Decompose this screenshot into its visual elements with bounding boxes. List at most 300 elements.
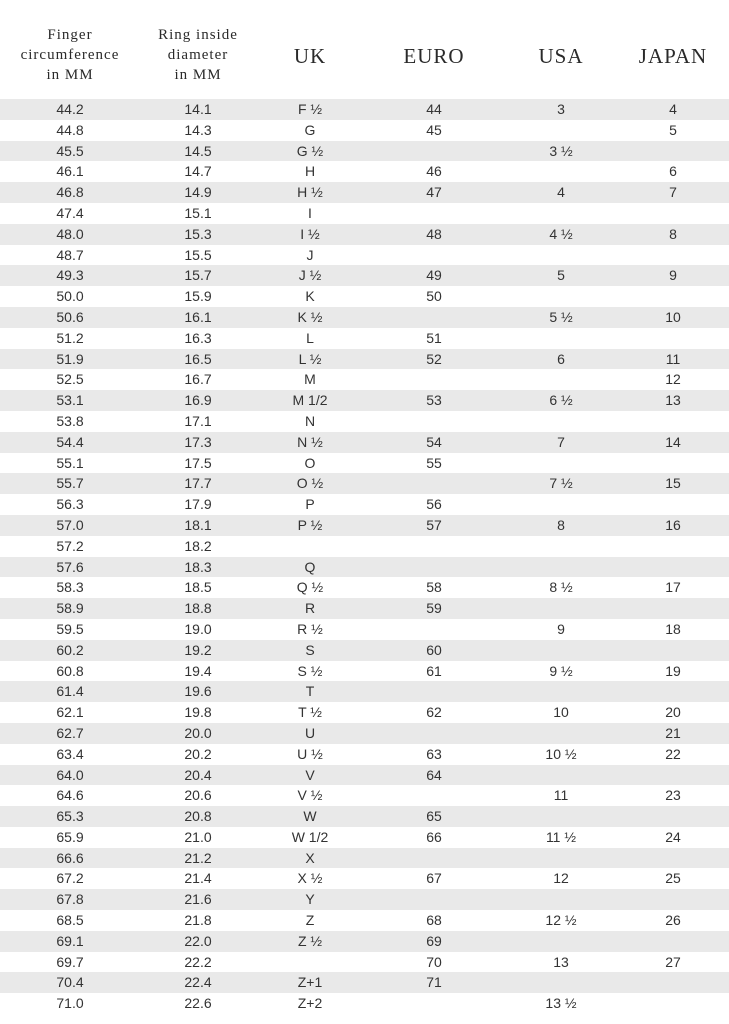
cell-circumference-mm: 59.5 xyxy=(56,620,84,637)
cell-diameter-mm: 14.3 xyxy=(184,121,212,138)
cell-japan-size: 11 xyxy=(665,350,681,367)
cell-circumference-mm: 56.3 xyxy=(56,496,84,513)
cell-circumference-mm: 67.8 xyxy=(56,891,84,908)
cell-uk-size: U ½ xyxy=(297,745,323,762)
cell-uk-size: K xyxy=(305,288,315,305)
cell-usa-size xyxy=(510,536,612,557)
cell-japan-size xyxy=(628,453,718,474)
cell-uk-size: J ½ xyxy=(298,267,322,284)
table-row xyxy=(0,224,729,245)
cell-usa-size xyxy=(510,889,612,910)
cell-diameter-mm: 18.5 xyxy=(184,579,212,596)
cell-diameter-mm: 20.6 xyxy=(184,787,212,804)
cell-circumference-mm: 63.4 xyxy=(56,745,84,762)
cell-usa-size: 5 xyxy=(557,267,565,284)
cell-uk-size: Z xyxy=(305,912,315,929)
cell-euro-size: 60 xyxy=(426,641,442,658)
cell-euro-size: 63 xyxy=(426,745,442,762)
cell-usa-size xyxy=(510,848,612,869)
cell-diameter-mm: 22.6 xyxy=(184,995,212,1012)
cell-circumference-mm: 54.4 xyxy=(56,433,84,450)
cell-diameter-mm: 17.9 xyxy=(184,496,212,513)
table-row xyxy=(0,827,729,848)
table-row xyxy=(0,765,729,786)
cell-diameter-mm: 21.6 xyxy=(184,891,212,908)
cell-uk-size: O xyxy=(304,454,316,471)
cell-uk-size: N xyxy=(304,412,316,429)
cell-uk-size: Z+2 xyxy=(297,995,323,1012)
cell-usa-size: 8 xyxy=(557,516,565,533)
table-row xyxy=(0,910,729,931)
cell-diameter-mm: 20.4 xyxy=(184,766,212,783)
cell-diameter-mm: 21.0 xyxy=(184,828,212,845)
cell-euro-size: 55 xyxy=(426,454,442,471)
cell-circumference-mm: 67.2 xyxy=(56,870,84,887)
table-row xyxy=(0,411,729,432)
cell-japan-size xyxy=(628,598,718,619)
cell-uk-size: Y xyxy=(305,891,315,908)
cell-diameter-mm: 21.2 xyxy=(184,849,212,866)
cell-uk-size: J xyxy=(306,246,314,263)
cell-japan-size xyxy=(628,328,718,349)
cell-japan-size xyxy=(628,993,718,1014)
cell-japan-size: 4 xyxy=(669,101,677,117)
cell-japan-size xyxy=(628,141,718,162)
table-row xyxy=(0,307,729,328)
header-ring-diameter: Ring inside diameter in MM xyxy=(158,27,238,83)
cell-euro-size: 53 xyxy=(426,392,442,409)
cell-euro-size: 69 xyxy=(426,932,442,949)
cell-diameter-mm: 18.8 xyxy=(184,600,212,617)
cell-uk-size: P xyxy=(305,496,315,513)
cell-euro-size: 52 xyxy=(426,350,442,367)
cell-japan-size: 19 xyxy=(665,662,681,679)
cell-uk-size: P ½ xyxy=(297,516,323,533)
table-row xyxy=(0,806,729,827)
cell-euro-size xyxy=(390,307,478,328)
cell-euro-size: 56 xyxy=(426,496,442,513)
cell-japan-size: 25 xyxy=(665,870,681,887)
cell-uk-size: Q ½ xyxy=(296,579,324,596)
table-row xyxy=(0,99,729,120)
table-row xyxy=(0,203,729,224)
header-usa: USA xyxy=(538,43,584,68)
cell-usa-size xyxy=(510,245,612,266)
cell-usa-size xyxy=(510,972,612,993)
cell-euro-size: 64 xyxy=(426,766,442,783)
cell-usa-size xyxy=(510,598,612,619)
cell-japan-size xyxy=(628,848,718,869)
cell-euro-size xyxy=(390,681,478,702)
ring-size-table xyxy=(0,99,729,1014)
cell-circumference-mm: 65.3 xyxy=(56,808,84,825)
table-row xyxy=(0,120,729,141)
cell-euro-size: 65 xyxy=(426,808,442,825)
cell-circumference-mm: 48.7 xyxy=(56,246,84,263)
cell-uk-size: G xyxy=(304,121,316,138)
cell-circumference-mm: 50.6 xyxy=(56,308,84,325)
cell-uk-size: H ½ xyxy=(297,184,323,201)
cell-circumference-mm: 57.0 xyxy=(56,516,84,533)
table-row xyxy=(0,328,729,349)
cell-usa-size: 4 xyxy=(557,184,565,201)
cell-euro-size xyxy=(390,536,478,557)
cell-usa-size: 8 ½ xyxy=(549,579,573,596)
cell-japan-size: 10 xyxy=(665,308,681,325)
table-row xyxy=(0,161,729,182)
table-row xyxy=(0,536,729,557)
cell-euro-size xyxy=(390,619,478,640)
table-row xyxy=(0,868,729,889)
cell-circumference-mm: 55.1 xyxy=(56,454,84,471)
table-header xyxy=(0,0,729,98)
cell-uk-size: R ½ xyxy=(297,620,323,637)
cell-euro-size: 51 xyxy=(426,329,442,346)
table-row xyxy=(0,952,729,973)
cell-circumference-mm: 53.1 xyxy=(56,392,84,409)
cell-euro-size xyxy=(390,785,478,806)
cell-euro-size: 67 xyxy=(426,870,442,887)
cell-uk-size: M 1/2 xyxy=(292,392,328,409)
header-uk: UK xyxy=(293,43,327,68)
cell-japan-size xyxy=(628,494,718,515)
cell-uk-size: H xyxy=(304,163,316,180)
table-row xyxy=(0,453,729,474)
cell-usa-size: 11 ½ xyxy=(545,828,577,845)
cell-circumference-mm: 64.6 xyxy=(56,787,84,804)
cell-diameter-mm: 20.8 xyxy=(184,808,212,825)
cell-euro-size: 45 xyxy=(426,121,442,138)
cell-euro-size xyxy=(390,411,478,432)
cell-diameter-mm: 15.7 xyxy=(184,267,212,284)
cell-circumference-mm: 46.1 xyxy=(56,163,84,180)
cell-usa-size xyxy=(510,931,612,952)
cell-euro-size: 62 xyxy=(426,704,442,721)
cell-usa-size xyxy=(510,203,612,224)
cell-japan-size xyxy=(628,806,718,827)
cell-circumference-mm: 46.8 xyxy=(56,184,84,201)
cell-usa-size: 5 ½ xyxy=(549,308,573,325)
cell-uk-size: X xyxy=(305,849,315,866)
cell-euro-size: 48 xyxy=(426,225,442,242)
cell-uk-size xyxy=(260,536,360,557)
cell-diameter-mm: 18.2 xyxy=(184,537,212,554)
cell-circumference-mm: 50.0 xyxy=(56,288,84,305)
cell-circumference-mm: 64.0 xyxy=(56,766,84,783)
cell-diameter-mm: 21.8 xyxy=(184,912,212,929)
cell-circumference-mm: 60.8 xyxy=(56,662,84,679)
cell-diameter-mm: 14.7 xyxy=(184,163,212,180)
cell-euro-size: 47 xyxy=(426,184,442,201)
table-row xyxy=(0,619,729,640)
cell-usa-size: 7 ½ xyxy=(549,475,573,492)
cell-uk-size: X ½ xyxy=(297,870,323,887)
cell-usa-size xyxy=(510,557,612,578)
cell-uk-size: V xyxy=(305,766,315,783)
table-row xyxy=(0,702,729,723)
table-row xyxy=(0,473,729,494)
cell-japan-size: 18 xyxy=(665,620,681,637)
table-row xyxy=(0,390,729,411)
cell-euro-size xyxy=(390,848,478,869)
cell-diameter-mm: 19.6 xyxy=(184,683,212,700)
cell-euro-size xyxy=(390,993,478,1014)
table-row xyxy=(0,848,729,869)
cell-uk-size: K ½ xyxy=(297,308,323,325)
cell-japan-size: 13 xyxy=(665,392,681,409)
table-row xyxy=(0,931,729,952)
cell-diameter-mm: 21.4 xyxy=(184,870,212,887)
table-row xyxy=(0,349,729,370)
table-row xyxy=(0,432,729,453)
cell-usa-size xyxy=(510,411,612,432)
cell-usa-size: 6 xyxy=(557,350,565,367)
cell-japan-size: 26 xyxy=(665,912,681,929)
cell-usa-size: 10 ½ xyxy=(545,745,577,762)
cell-japan-size: 27 xyxy=(665,953,681,970)
cell-japan-size: 7 xyxy=(669,184,677,201)
cell-usa-size: 6 ½ xyxy=(549,392,573,409)
table-row xyxy=(0,744,729,765)
cell-circumference-mm: 45.5 xyxy=(56,142,84,159)
cell-usa-size xyxy=(510,161,612,182)
cell-usa-size xyxy=(510,640,612,661)
cell-diameter-mm: 19.0 xyxy=(184,620,212,637)
cell-usa-size xyxy=(510,765,612,786)
cell-japan-size: 24 xyxy=(665,828,681,845)
cell-circumference-mm: 66.6 xyxy=(56,849,84,866)
cell-uk-size: S xyxy=(305,641,315,658)
table-row xyxy=(0,681,729,702)
cell-uk-size: Z ½ xyxy=(297,932,323,949)
cell-japan-size xyxy=(628,765,718,786)
cell-uk-size: Z+1 xyxy=(297,974,323,991)
cell-japan-size: 5 xyxy=(669,121,677,138)
cell-diameter-mm: 17.7 xyxy=(184,475,212,492)
cell-diameter-mm: 17.5 xyxy=(184,454,212,471)
cell-euro-size xyxy=(390,245,478,266)
cell-euro-size xyxy=(390,203,478,224)
cell-usa-size xyxy=(510,494,612,515)
cell-diameter-mm: 22.4 xyxy=(184,974,212,991)
cell-uk-size: L ½ xyxy=(298,350,322,367)
cell-euro-size: 66 xyxy=(426,828,442,845)
cell-japan-size xyxy=(628,889,718,910)
cell-diameter-mm: 16.3 xyxy=(184,329,212,346)
cell-uk-size: G ½ xyxy=(296,142,324,159)
cell-japan-size: 20 xyxy=(665,704,681,721)
cell-diameter-mm: 20.0 xyxy=(184,724,212,741)
cell-diameter-mm: 14.9 xyxy=(184,184,212,201)
cell-japan-size xyxy=(628,681,718,702)
cell-circumference-mm: 68.5 xyxy=(56,912,84,929)
cell-usa-size: 12 xyxy=(553,870,569,887)
cell-usa-size xyxy=(510,328,612,349)
cell-circumference-mm: 47.4 xyxy=(56,204,84,221)
header-japan: JAPAN xyxy=(638,43,708,68)
cell-usa-size xyxy=(510,286,612,307)
cell-euro-size: 49 xyxy=(426,267,442,284)
cell-diameter-mm: 15.1 xyxy=(184,204,212,221)
cell-euro-size: 71 xyxy=(426,974,442,991)
table-row xyxy=(0,598,729,619)
cell-circumference-mm: 44.2 xyxy=(56,101,84,117)
table-row xyxy=(0,557,729,578)
cell-circumference-mm: 62.7 xyxy=(56,724,84,741)
cell-usa-size: 10 xyxy=(553,704,569,721)
cell-japan-size: 21 xyxy=(665,724,681,741)
cell-usa-size xyxy=(510,120,612,141)
table-row xyxy=(0,286,729,307)
cell-uk-size: T xyxy=(305,683,315,700)
cell-uk-size: F ½ xyxy=(297,101,323,117)
cell-euro-size: 61 xyxy=(426,662,442,679)
cell-euro-size xyxy=(390,723,478,744)
cell-circumference-mm: 44.8 xyxy=(56,121,84,138)
cell-circumference-mm: 58.3 xyxy=(56,579,84,596)
cell-diameter-mm: 22.2 xyxy=(184,953,212,970)
cell-uk-size: M xyxy=(304,371,316,388)
cell-uk-size: T ½ xyxy=(298,704,322,721)
cell-japan-size: 9 xyxy=(669,267,677,284)
cell-circumference-mm: 70.4 xyxy=(56,974,84,991)
table-row xyxy=(0,723,729,744)
cell-circumference-mm: 71.0 xyxy=(56,995,84,1012)
table-row xyxy=(0,993,729,1014)
cell-usa-size: 3 ½ xyxy=(549,142,573,159)
cell-diameter-mm: 16.5 xyxy=(184,350,212,367)
cell-circumference-mm: 60.2 xyxy=(56,641,84,658)
cell-euro-size: 68 xyxy=(426,912,442,929)
cell-usa-size xyxy=(510,681,612,702)
cell-usa-size: 4 ½ xyxy=(549,225,573,242)
table-row xyxy=(0,369,729,390)
cell-usa-size: 13 ½ xyxy=(545,995,577,1012)
cell-japan-size xyxy=(628,640,718,661)
cell-diameter-mm: 19.2 xyxy=(184,641,212,658)
cell-japan-size xyxy=(628,411,718,432)
header-euro: EURO xyxy=(403,43,465,68)
cell-diameter-mm: 16.1 xyxy=(184,308,212,325)
cell-circumference-mm: 52.5 xyxy=(56,371,84,388)
cell-diameter-mm: 19.4 xyxy=(184,662,212,679)
cell-circumference-mm: 62.1 xyxy=(56,704,84,721)
cell-usa-size: 12 ½ xyxy=(545,912,577,929)
cell-usa-size xyxy=(510,453,612,474)
cell-circumference-mm: 55.7 xyxy=(56,475,84,492)
cell-diameter-mm: 22.0 xyxy=(184,932,212,949)
cell-circumference-mm: 51.9 xyxy=(56,350,84,367)
cell-circumference-mm: 48.0 xyxy=(56,225,84,242)
cell-diameter-mm: 17.3 xyxy=(184,433,212,450)
cell-japan-size: 14 xyxy=(665,433,681,450)
cell-uk-size: W 1/2 xyxy=(291,828,329,845)
cell-japan-size xyxy=(628,286,718,307)
cell-japan-size xyxy=(628,931,718,952)
table-row xyxy=(0,785,729,806)
cell-uk-size: O ½ xyxy=(296,475,324,492)
cell-diameter-mm: 18.3 xyxy=(184,558,212,575)
cell-uk-size: W xyxy=(303,808,317,825)
cell-uk-size: N ½ xyxy=(297,433,323,450)
table-row xyxy=(0,265,729,286)
cell-japan-size: 8 xyxy=(669,225,677,242)
cell-uk-size: I ½ xyxy=(300,225,320,242)
cell-uk-size: L xyxy=(306,329,314,346)
cell-diameter-mm: 19.8 xyxy=(184,704,212,721)
cell-diameter-mm: 20.2 xyxy=(184,745,212,762)
cell-euro-size xyxy=(390,473,478,494)
cell-usa-size: 7 xyxy=(557,433,565,450)
cell-uk-size: I xyxy=(308,204,312,221)
cell-circumference-mm: 61.4 xyxy=(56,683,84,700)
cell-euro-size: 59 xyxy=(426,600,442,617)
cell-euro-size: 57 xyxy=(426,516,442,533)
cell-japan-size: 16 xyxy=(665,516,681,533)
cell-diameter-mm: 15.9 xyxy=(184,288,212,305)
cell-usa-size xyxy=(510,723,612,744)
cell-japan-size: 17 xyxy=(665,579,681,596)
cell-japan-size: 15 xyxy=(665,475,681,492)
cell-japan-size xyxy=(628,245,718,266)
cell-diameter-mm: 15.5 xyxy=(184,246,212,263)
table-row xyxy=(0,245,729,266)
cell-diameter-mm: 16.7 xyxy=(184,371,212,388)
cell-euro-size: 46 xyxy=(426,163,442,180)
cell-circumference-mm: 69.7 xyxy=(56,953,84,970)
cell-usa-size: 13 xyxy=(553,953,569,970)
table-row xyxy=(0,972,729,993)
cell-uk-size: U xyxy=(304,724,316,741)
cell-diameter-mm: 17.1 xyxy=(184,412,212,429)
header-finger-circumference: Finger circumference in MM xyxy=(20,27,120,83)
cell-diameter-mm: 14.5 xyxy=(184,142,212,159)
cell-circumference-mm: 69.1 xyxy=(56,932,84,949)
cell-euro-size xyxy=(390,141,478,162)
cell-euro-size xyxy=(390,889,478,910)
cell-circumference-mm: 53.8 xyxy=(56,412,84,429)
cell-japan-size: 23 xyxy=(665,787,681,804)
cell-euro-size: 44 xyxy=(426,101,442,117)
cell-uk-size: S ½ xyxy=(297,662,323,679)
table-row xyxy=(0,640,729,661)
cell-euro-size: 54 xyxy=(426,433,442,450)
table-row xyxy=(0,889,729,910)
cell-euro-size xyxy=(390,557,478,578)
cell-diameter-mm: 15.3 xyxy=(184,225,212,242)
table-row xyxy=(0,515,729,536)
cell-usa-size: 9 ½ xyxy=(549,662,573,679)
cell-uk-size xyxy=(260,952,360,973)
cell-japan-size xyxy=(628,203,718,224)
cell-euro-size: 70 xyxy=(426,953,442,970)
cell-circumference-mm: 58.9 xyxy=(56,600,84,617)
cell-circumference-mm: 49.3 xyxy=(56,267,84,284)
cell-japan-size xyxy=(628,536,718,557)
cell-japan-size xyxy=(628,557,718,578)
cell-usa-size: 3 xyxy=(557,101,565,117)
cell-usa-size: 9 xyxy=(557,620,565,637)
table-row xyxy=(0,494,729,515)
cell-euro-size xyxy=(390,369,478,390)
table-row xyxy=(0,661,729,682)
cell-diameter-mm: 18.1 xyxy=(184,516,212,533)
cell-euro-size: 58 xyxy=(426,579,442,596)
cell-japan-size: 22 xyxy=(665,745,681,762)
cell-uk-size: R xyxy=(304,600,316,617)
cell-diameter-mm: 14.1 xyxy=(184,101,212,117)
cell-circumference-mm: 65.9 xyxy=(56,828,84,845)
